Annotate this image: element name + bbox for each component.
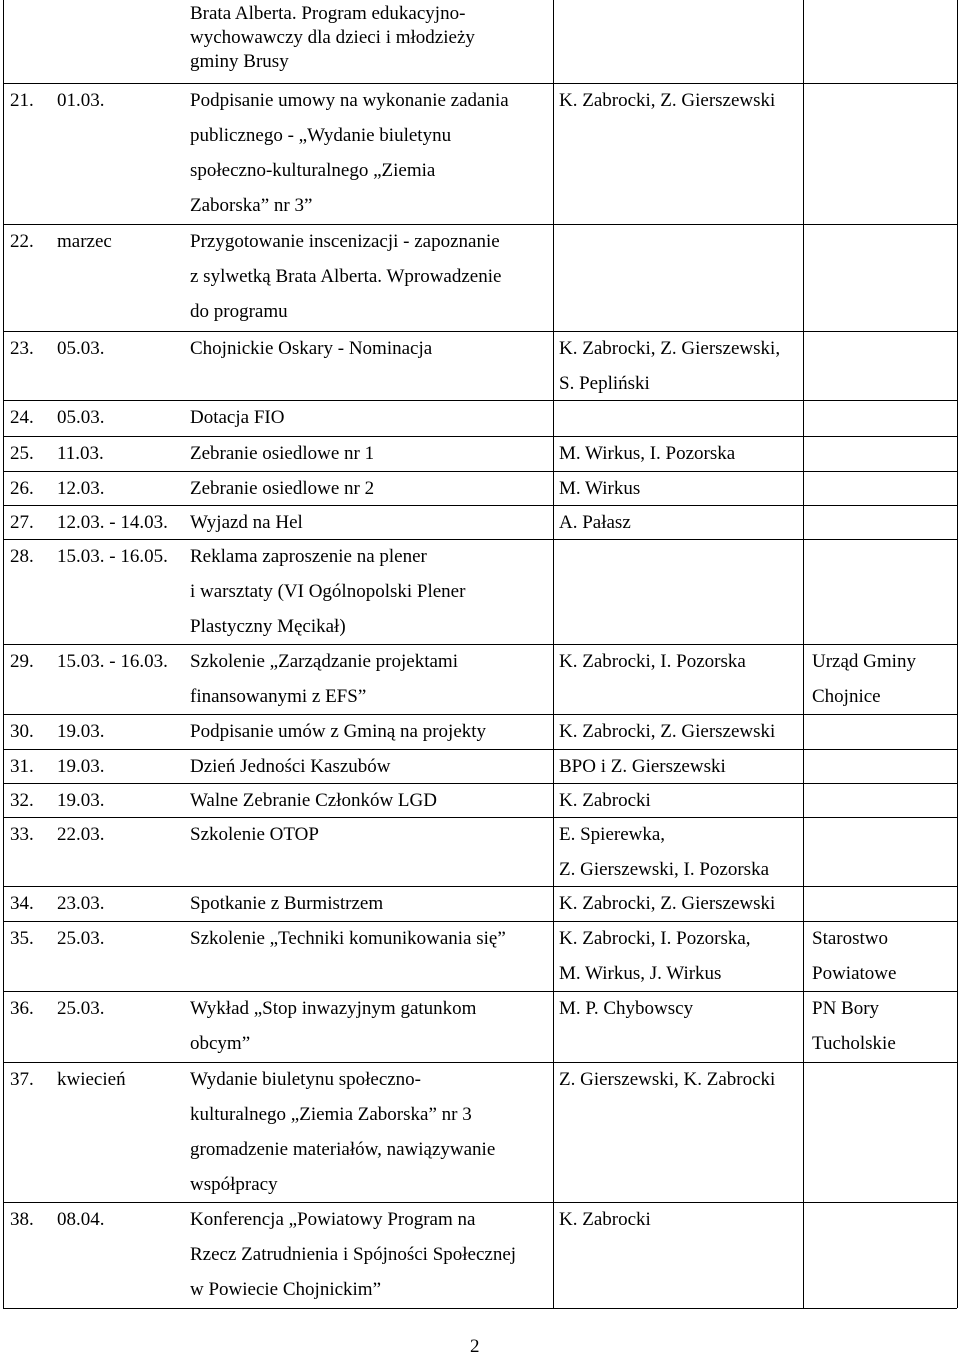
row-date: 23.03. <box>57 893 105 914</box>
row-responsible-line: M. Wirkus <box>559 478 641 499</box>
row-activity <box>190 2 475 74</box>
row-responsible-line: K. Zabrocki, Z. Gierszewski <box>559 721 776 742</box>
table-border-horizontal <box>3 749 957 750</box>
row-number: 26. <box>10 478 34 499</box>
row-activity-line: Szkolenie „Zarządzanie projektami <box>190 651 458 672</box>
row-activity-line: z sylwetką Brata Alberta. Wprowadzenie <box>190 266 502 287</box>
row-date: 19.03. <box>57 756 105 777</box>
row-number: 38. <box>10 1209 34 1230</box>
row-responsible-line: K. Zabrocki, I. Pozorska <box>559 651 746 672</box>
row-date: 25.03. <box>57 928 105 949</box>
row-activity <box>190 991 476 1061</box>
row-activity-line: Zaborska” nr 3” <box>190 195 313 216</box>
row-partner <box>812 991 896 1061</box>
row-activity-line: Spotkanie z Burmistrzem <box>190 893 384 914</box>
row-activity-line: Konferencja „Powiatowy Program na <box>190 1209 476 1230</box>
row-number: 35. <box>10 928 34 949</box>
row-activity-line: Dzień Jedności Kaszubów <box>190 756 391 777</box>
row-activity <box>190 539 465 644</box>
row-date: kwiecień <box>57 1069 126 1090</box>
row-responsible-line: Z. Gierszewski, I. Pozorska <box>559 859 770 880</box>
row-responsible <box>559 471 640 506</box>
row-activity-line: publicznego - „Wydanie biuletynu <box>190 125 452 146</box>
row-activity-line: Wydanie biuletynu społeczno- <box>190 1069 422 1090</box>
row-number: 36. <box>10 998 34 1019</box>
row-responsible <box>559 991 693 1026</box>
row-activity <box>190 83 509 223</box>
row-activity-line: Reklama zaproszenie na plener <box>190 546 427 567</box>
row-activity <box>190 471 374 506</box>
row-responsible <box>559 749 726 784</box>
row-date: 15.03. - 16.03. <box>57 651 168 672</box>
row-responsible <box>559 783 651 818</box>
row-date: 05.03. <box>57 338 105 359</box>
row-responsible-line: E. Spierewka, <box>559 824 666 845</box>
row-activity-line: obcym” <box>190 1033 251 1054</box>
row-partner <box>812 921 896 991</box>
table-border-horizontal <box>3 783 957 784</box>
row-number: 34. <box>10 893 34 914</box>
row-activity-line: Rzecz Zatrudnienia i Spójności Społecznej <box>190 1244 517 1265</box>
row-responsible-line: K. Zabrocki <box>559 790 651 811</box>
row-responsible-line: K. Zabrocki, Z. Gierszewski, <box>559 338 781 359</box>
row-date: 01.03. <box>57 90 105 111</box>
row-responsible <box>559 921 751 991</box>
row-responsible-line: M. Wirkus, J. Wirkus <box>559 963 722 984</box>
row-partner-line: Chojnice <box>812 686 881 707</box>
row-activity-line: Wykład „Stop inwazyjnym gatunkom <box>190 998 477 1019</box>
row-activity-line: Szkolenie „Techniki komunikowania się” <box>190 928 506 949</box>
row-responsible-line: K. Zabrocki, Z. Gierszewski <box>559 893 776 914</box>
row-responsible-line: BPO i Z. Gierszewski <box>559 756 726 777</box>
row-activity-line: wychowawczy dla dzieci i młodzieży <box>190 27 475 48</box>
row-date: 12.03. - 14.03. <box>57 512 168 533</box>
row-responsible <box>559 505 631 540</box>
row-activity <box>190 400 284 435</box>
row-responsible <box>559 1202 651 1237</box>
row-activity-line: Przygotowanie inscenizacji - zapoznanie <box>190 231 500 252</box>
row-activity-line: Plastyczny Męcikał) <box>190 616 346 637</box>
row-number: 29. <box>10 651 34 672</box>
row-responsible-line: K. Zabrocki <box>559 1209 651 1230</box>
row-activity <box>190 436 374 471</box>
row-activity-line: Dotacja FIO <box>190 407 285 428</box>
row-activity-line: kulturalnego „Ziemia Zaborska” nr 3 <box>190 1104 472 1125</box>
row-number: 27. <box>10 512 34 533</box>
table-border-horizontal <box>3 817 957 818</box>
table-border-horizontal <box>3 886 957 887</box>
row-activity <box>190 331 432 366</box>
row-number: 25. <box>10 443 34 464</box>
table-border-vertical <box>553 0 554 1308</box>
row-activity <box>190 224 501 329</box>
row-number: 37. <box>10 1069 34 1090</box>
table-border-horizontal <box>3 471 957 472</box>
row-number: 24. <box>10 407 34 428</box>
row-activity-line: Podpisanie umów z Gminą na projekty <box>190 721 487 742</box>
row-activity <box>190 1202 516 1307</box>
table-border-horizontal <box>3 1308 957 1309</box>
row-date: 05.03. <box>57 407 105 428</box>
row-partner-line: Powiatowe <box>812 963 897 984</box>
row-responsible-line: M. P. Chybowscy <box>559 998 694 1019</box>
page-number: 2 <box>470 1336 480 1357</box>
row-activity-line: finansowanymi z EFS” <box>190 686 367 707</box>
row-activity <box>190 714 486 749</box>
row-activity <box>190 749 391 784</box>
row-activity-line: Zebranie osiedlowe nr 1 <box>190 443 375 464</box>
row-responsible <box>559 714 775 749</box>
row-activity-line: współpracy <box>190 1174 278 1195</box>
row-date: 19.03. <box>57 721 105 742</box>
row-responsible-line: S. Pepliński <box>559 373 650 394</box>
table-border-vertical <box>957 0 958 1308</box>
row-activity-line: gminy Brusy <box>190 51 289 72</box>
row-activity <box>190 886 383 921</box>
row-partner-line: Tucholskie <box>812 1033 896 1054</box>
row-number: 30. <box>10 721 34 742</box>
row-date: 15.03. - 16.05. <box>57 546 168 567</box>
row-number: 21. <box>10 90 34 111</box>
row-date: marzec <box>57 231 112 252</box>
table-border-vertical <box>3 0 4 1308</box>
row-activity-line: Zebranie osiedlowe nr 2 <box>190 478 375 499</box>
row-responsible <box>559 1062 775 1097</box>
row-activity <box>190 505 303 540</box>
row-partner <box>812 644 916 714</box>
table-border-vertical <box>803 0 804 1308</box>
row-activity-line: Brata Alberta. Program edukacyjno- <box>190 3 466 24</box>
table-border-horizontal <box>3 436 957 437</box>
row-activity-line: do programu <box>190 301 288 322</box>
row-partner-line: Urząd Gminy <box>812 651 916 672</box>
row-activity-line: Podpisanie umowy na wykonanie zadania <box>190 90 509 111</box>
row-date: 19.03. <box>57 790 105 811</box>
row-activity-line: Chojnickie Oskary - Nominacja <box>190 338 433 359</box>
row-date: 08.04. <box>57 1209 105 1230</box>
row-date: 11.03. <box>57 443 104 464</box>
row-number: 22. <box>10 231 34 252</box>
row-activity <box>190 1062 495 1202</box>
row-date: 25.03. <box>57 998 105 1019</box>
row-activity-line: społeczno-kulturalnego „Ziemia <box>190 160 436 181</box>
row-activity-line: w Powiecie Chojnickim” <box>190 1279 382 1300</box>
row-responsible-line: K. Zabrocki, Z. Gierszewski <box>559 90 776 111</box>
row-number: 31. <box>10 756 34 777</box>
row-responsible <box>559 83 775 118</box>
row-responsible <box>559 886 775 921</box>
row-responsible <box>559 436 735 471</box>
row-activity <box>190 783 437 818</box>
row-number: 23. <box>10 338 34 359</box>
row-number: 28. <box>10 546 34 567</box>
row-responsible-line: M. Wirkus, I. Pozorska <box>559 443 736 464</box>
row-activity-line: Wyjazd na Hel <box>190 512 303 533</box>
row-activity <box>190 644 458 714</box>
row-activity-line: gromadzenie materiałów, nawiązywanie <box>190 1139 496 1160</box>
row-activity <box>190 817 319 852</box>
row-activity-line: Walne Zebranie Członków LGD <box>190 790 437 811</box>
row-number: 33. <box>10 824 34 845</box>
row-activity-line: Szkolenie OTOP <box>190 824 319 845</box>
row-date: 12.03. <box>57 478 105 499</box>
row-activity-line: i warsztaty (VI Ogólnopolski Plener <box>190 581 466 602</box>
row-date: 22.03. <box>57 824 105 845</box>
row-responsible <box>559 817 769 887</box>
row-responsible-line: K. Zabrocki, I. Pozorska, <box>559 928 751 949</box>
row-responsible-line: A. Pałasz <box>559 512 631 533</box>
table-border-horizontal <box>3 331 957 332</box>
row-partner-line: PN Bory <box>812 998 880 1019</box>
row-responsible-line: Z. Gierszewski, K. Zabrocki <box>559 1069 776 1090</box>
table-border-horizontal <box>3 400 957 401</box>
row-activity <box>190 921 506 956</box>
row-responsible <box>559 644 746 679</box>
row-number: 32. <box>10 790 34 811</box>
row-responsible <box>559 331 780 401</box>
row-partner-line: Starostwo <box>812 928 888 949</box>
